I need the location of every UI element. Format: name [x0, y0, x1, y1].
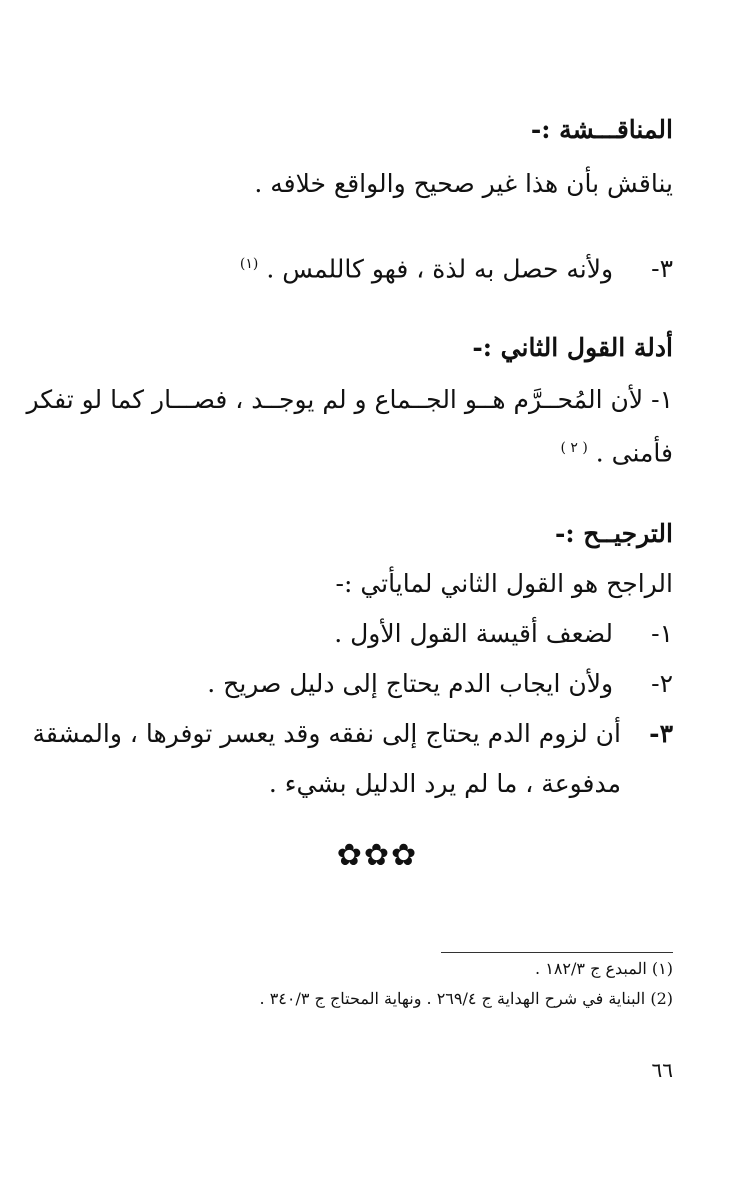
footnote-ref-1: (١)	[239, 256, 259, 272]
item-3-text: ولأنه حصل به لذة ، فهو كاللمس .	[266, 254, 614, 284]
item-3-number: ٣-	[651, 254, 673, 284]
preference-item-2	[207, 666, 673, 702]
footnote-2: (2) البناية في شرح الهداية ج ٢٦٩/٤ . ونهاية المحتاج ج ٣٤٠/٣ .	[259, 989, 673, 1008]
preference-continuation: مدفوعة ، ما لم يرد الدليل بشيء .	[268, 769, 621, 798]
preference-intro: الراجح هو القول الثاني لمايأتي :-	[335, 569, 673, 598]
footnote-separator	[441, 952, 673, 953]
preference-item-3-number: ٣-	[649, 719, 673, 748]
preference-item-1-text: لضعف أقيسة القول الأول .	[334, 619, 614, 648]
discussion-text: يناقش بأن هذا غير صحيح والواقع خلافه .	[254, 169, 673, 198]
second-opinion-line-1: ١- لأن المُحــرَّم هــو الجــماع و لم يوجــد ، فصـــار كما لو تفكر	[26, 385, 673, 414]
preference-item-3-text: أن لزوم الدم يحتاج إلى نفقه وقد يعسر توفرها ، والمشقة	[32, 719, 621, 748]
footnote-ref-2: ( ٢ )	[560, 440, 588, 456]
preference-item-2-text: ولأن ايجاب الدم يحتاج إلى دليل صريح .	[207, 669, 614, 698]
preference-item-1-number: ١-	[651, 619, 673, 648]
preference-item-3	[32, 716, 673, 752]
preference-item-2-number: ٢-	[651, 669, 673, 698]
second-opinion-heading: أدلة القول الثاني :-	[472, 333, 673, 362]
ornament-divider: ✿✿✿	[336, 838, 419, 873]
second-opinion-line-2-text: فأمنى .	[595, 438, 673, 468]
discussion-heading: المناقـــشة :-	[530, 115, 673, 144]
page-number: ٦٦	[651, 1058, 673, 1082]
preference-item-1	[334, 616, 673, 652]
preference-heading: الترجيــح :-	[555, 519, 673, 548]
footnote-1: (١) المبدع ج ١٨٢/٣ .	[535, 959, 673, 978]
second-opinion-line-2	[560, 430, 673, 471]
item-3-line	[240, 246, 673, 287]
